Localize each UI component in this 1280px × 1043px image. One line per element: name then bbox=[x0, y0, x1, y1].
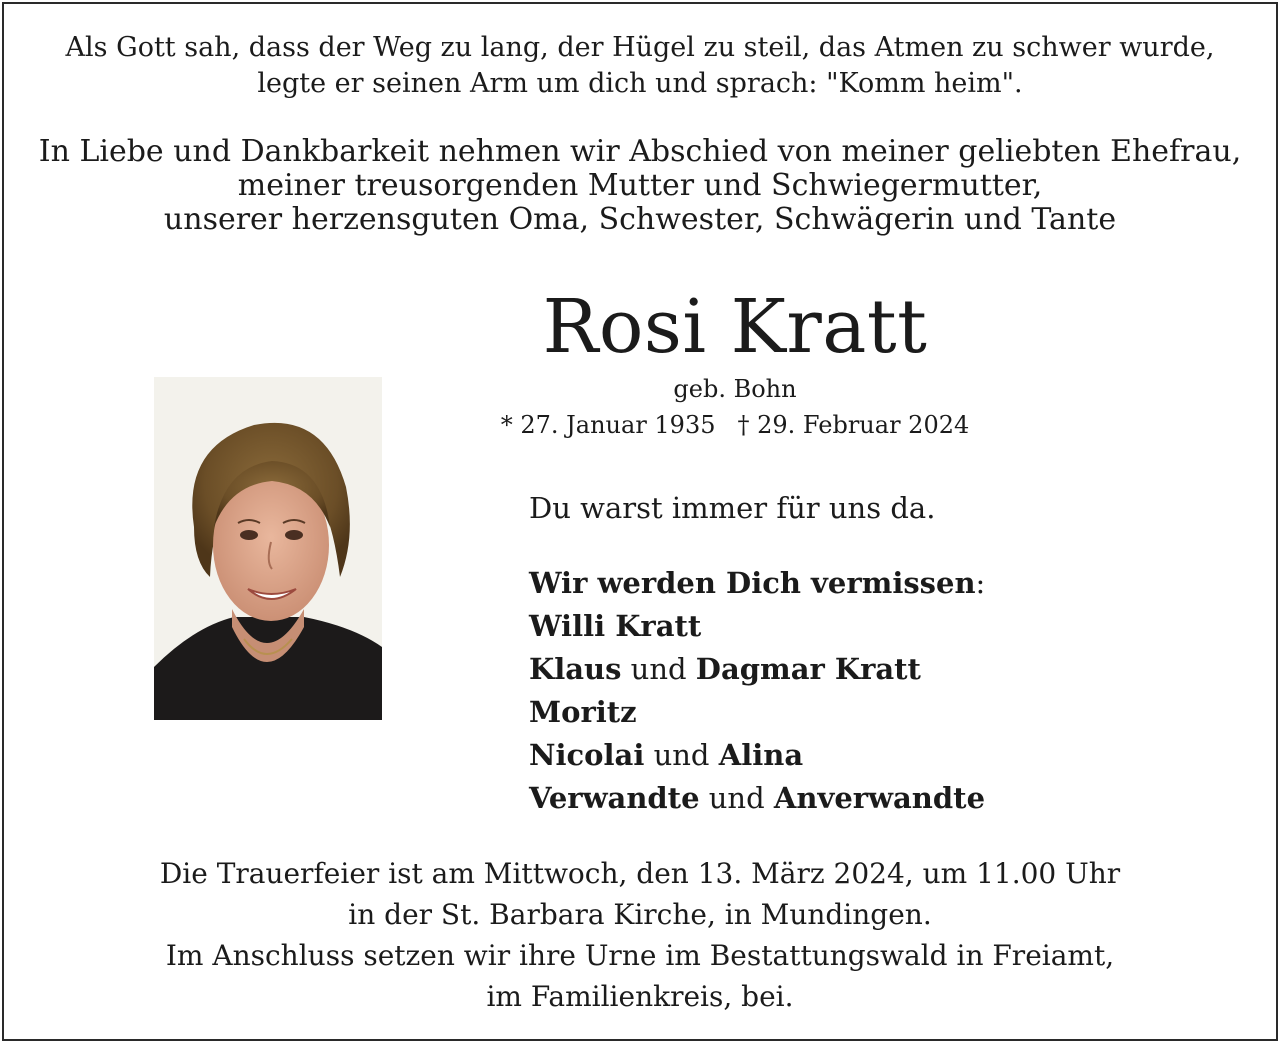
intro-line: meiner treusorgenden Mutter und Schwiegermutter, bbox=[237, 168, 1043, 203]
service-line: Im Anschluss setzen wir ihre Urne im Bestattungswald in Freiamt, bbox=[165, 939, 1115, 972]
farewell-intro bbox=[0, 135, 1280, 237]
mourner-entry bbox=[529, 777, 985, 820]
service-line: im Familienkreis, bei. bbox=[486, 980, 794, 1013]
motto: Du warst immer für uns da. bbox=[529, 491, 936, 525]
service-line: in der St. Barbara Kirche, in Mundingen. bbox=[348, 898, 932, 931]
mourners-heading bbox=[529, 562, 985, 605]
mourner-name: Moritz bbox=[529, 695, 637, 729]
mourners-heading-text: Wir werden Dich vermissen bbox=[529, 566, 976, 600]
mourners-list bbox=[529, 562, 985, 820]
and-word: und bbox=[708, 781, 765, 815]
mourner-name: Anverwandte bbox=[773, 781, 986, 815]
intro-line: unserer herzensguten Oma, Schwester, Schwägerin und Tante bbox=[163, 202, 1117, 237]
and-word: und bbox=[630, 652, 687, 686]
opening-quote bbox=[0, 30, 1280, 102]
heading-colon: : bbox=[975, 566, 986, 600]
life-dates bbox=[400, 409, 1070, 441]
mourner-name: Alina bbox=[718, 738, 804, 772]
mourner-name: Klaus bbox=[529, 652, 622, 686]
mourner-entry bbox=[529, 691, 985, 734]
mourner-name: Dagmar Kratt bbox=[695, 652, 921, 686]
quote-line: legte er seinen Arm um dich und sprach: "Komm heim". bbox=[257, 68, 1023, 99]
mourner-entry bbox=[529, 605, 985, 648]
intro-line: In Liebe und Dankbarkeit nehmen wir Abschied von meiner geliebten Ehefrau, bbox=[38, 134, 1242, 169]
service-line: Die Trauerfeier ist am Mittwoch, den 13. März 2024, um 11.00 Uhr bbox=[159, 857, 1121, 890]
birth-date: * 27. Januar 1935 bbox=[500, 411, 716, 439]
quote-line: Als Gott sah, dass der Weg zu lang, der Hügel zu steil, das Atmen zu schwer wurde, bbox=[65, 32, 1215, 63]
mourner-entry bbox=[529, 648, 985, 691]
mourner-entry bbox=[529, 734, 985, 777]
birth-name: geb. Bohn bbox=[673, 375, 797, 403]
portrait-photo bbox=[154, 377, 382, 720]
mourner-name: Verwandte bbox=[529, 781, 700, 815]
mourner-name: Nicolai bbox=[529, 738, 645, 772]
death-date: † 29. Februar 2024 bbox=[737, 411, 970, 439]
mourner-name: Willi Kratt bbox=[529, 609, 702, 643]
deceased-name: Rosi Kratt bbox=[542, 284, 928, 370]
and-word: und bbox=[653, 738, 710, 772]
funeral-service-info bbox=[0, 853, 1280, 1017]
